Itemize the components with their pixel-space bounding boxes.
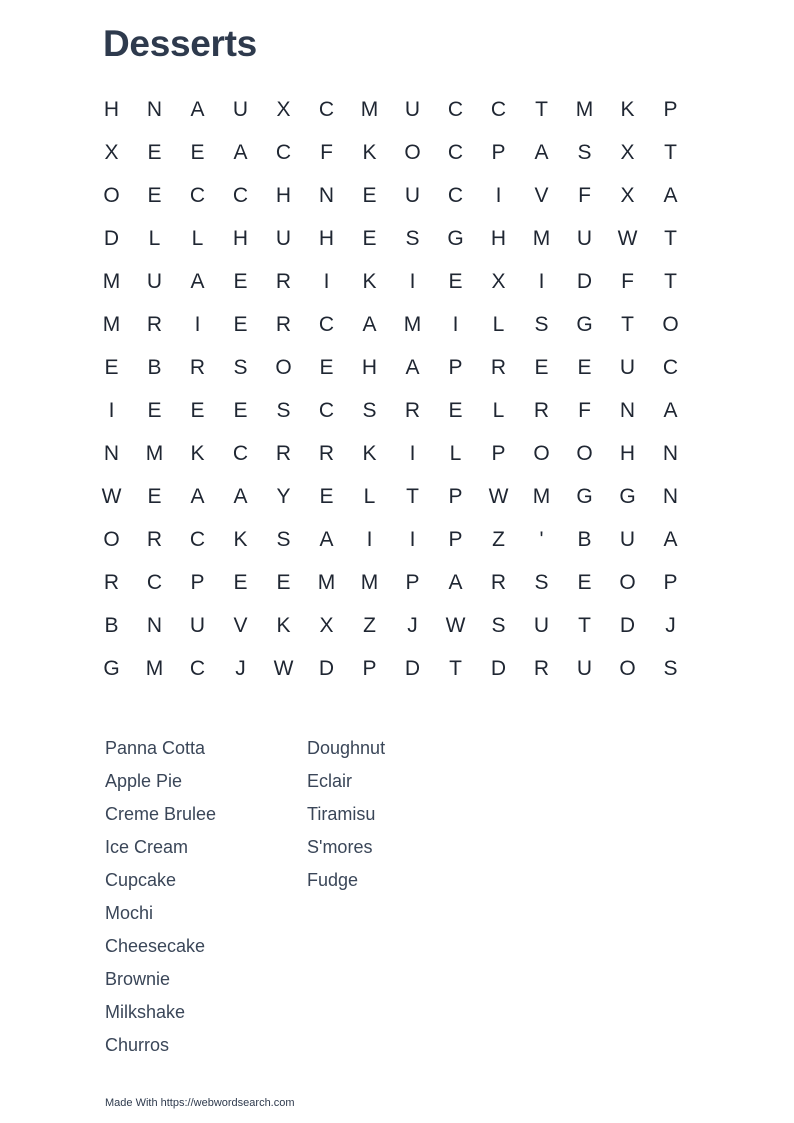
grid-letter: W <box>273 657 294 680</box>
grid-letter: U <box>146 270 163 293</box>
grid-letter: C <box>189 657 206 680</box>
grid-letter: I <box>323 270 330 293</box>
grid-letter: A <box>534 141 549 164</box>
grid-letter: L <box>492 313 505 336</box>
word-list-item: Cheesecake <box>105 936 206 956</box>
grid-letter: M <box>360 571 379 594</box>
grid-letter: N <box>619 399 636 422</box>
grid-letter: D <box>404 657 421 680</box>
grid-letter: E <box>577 571 592 594</box>
grid-letter: T <box>535 98 548 121</box>
grid-letter: D <box>490 657 507 680</box>
grid-letter: R <box>275 270 292 293</box>
grid-letter: S <box>276 399 291 422</box>
grid-letter: K <box>362 141 377 164</box>
grid-letter: N <box>146 98 163 121</box>
grid-letter: V <box>534 184 549 207</box>
grid-letter: A <box>663 184 678 207</box>
grid-letter: F <box>578 399 591 422</box>
grid-letter: U <box>275 227 292 250</box>
grid-letter: O <box>404 141 421 164</box>
grid-letter: A <box>190 270 205 293</box>
grid-letter: H <box>275 184 292 207</box>
grid-letter: X <box>491 270 506 293</box>
grid-letter: M <box>145 442 164 465</box>
grid-letter: M <box>403 313 422 336</box>
grid-letter: I <box>194 313 201 336</box>
grid-letter: I <box>409 528 416 551</box>
grid-letter: L <box>191 227 204 250</box>
grid-letter: D <box>103 227 120 250</box>
grid-letter: E <box>577 356 592 379</box>
grid-letter: G <box>576 313 593 336</box>
grid-letter: D <box>318 657 335 680</box>
grid-letter: C <box>490 98 507 121</box>
grid-letter: A <box>663 528 678 551</box>
grid-letter: E <box>233 313 248 336</box>
word-list-item: Apple Pie <box>105 771 183 791</box>
grid-letter: E <box>190 141 205 164</box>
grid-letter: R <box>490 356 507 379</box>
grid-letter: F <box>621 270 634 293</box>
grid-letter: I <box>452 313 459 336</box>
word-list-item: Milkshake <box>105 1002 186 1022</box>
grid-letter: C <box>232 184 249 207</box>
grid-letter: K <box>233 528 248 551</box>
grid-letter: X <box>620 184 635 207</box>
grid-letter: P <box>491 442 506 465</box>
grid-letter: F <box>578 184 591 207</box>
grid-letter: C <box>189 184 206 207</box>
grid-letter: E <box>362 227 377 250</box>
grid-letter: U <box>576 657 593 680</box>
grid-letter: Y <box>276 485 291 508</box>
grid-letter: X <box>319 614 334 637</box>
grid-letter: R <box>146 313 163 336</box>
grid-letter: T <box>664 227 677 250</box>
grid-letter: M <box>102 313 121 336</box>
grid-letter: D <box>576 270 593 293</box>
grid-letter: O <box>533 442 550 465</box>
grid-letter: I <box>495 184 502 207</box>
grid-letter: L <box>492 399 505 422</box>
grid-letter: Z <box>492 528 505 551</box>
word-list-item: Ice Cream <box>105 837 189 857</box>
grid-letter: P <box>448 356 463 379</box>
grid-letter: S <box>534 571 549 594</box>
grid-letter: T <box>664 270 677 293</box>
grid-letter: I <box>538 270 545 293</box>
grid-letter: W <box>617 227 638 250</box>
grid-letter: X <box>620 141 635 164</box>
grid-letter: G <box>619 485 636 508</box>
grid-letter: B <box>147 356 162 379</box>
grid-letter: A <box>233 141 248 164</box>
grid-letter: C <box>275 141 292 164</box>
grid-letter: I <box>409 270 416 293</box>
grid-letter: A <box>405 356 420 379</box>
grid-letter: C <box>662 356 679 379</box>
grid-letter: E <box>233 571 248 594</box>
grid-letter: E <box>319 356 334 379</box>
grid-letter: R <box>103 571 120 594</box>
grid-letter: N <box>662 485 679 508</box>
grid-letter: J <box>665 614 676 637</box>
grid-letter: O <box>103 528 120 551</box>
grid-letter: G <box>103 657 120 680</box>
grid-letter: H <box>318 227 335 250</box>
word-list-item: Brownie <box>105 969 171 989</box>
grid-letter: R <box>275 442 292 465</box>
word-list-item: Doughnut <box>307 738 386 758</box>
grid-letter: O <box>662 313 679 336</box>
grid-letter: M <box>575 98 594 121</box>
grid-letter: C <box>146 571 163 594</box>
grid-letter: E <box>147 485 162 508</box>
grid-letter: R <box>490 571 507 594</box>
page-title: Desserts <box>103 23 257 64</box>
grid-letter: E <box>276 571 291 594</box>
grid-letter: M <box>145 657 164 680</box>
grid-letter: E <box>147 399 162 422</box>
grid-letter: B <box>577 528 592 551</box>
grid-letter: A <box>190 485 205 508</box>
grid-letter: A <box>233 485 248 508</box>
grid-letter: C <box>318 313 335 336</box>
grid-letter: T <box>621 313 634 336</box>
grid-letter: O <box>576 442 593 465</box>
grid-letter: E <box>233 399 248 422</box>
grid-letter: S <box>405 227 420 250</box>
grid-letter: M <box>532 227 551 250</box>
grid-letter: P <box>190 571 205 594</box>
grid-letter: R <box>533 399 550 422</box>
grid-letter: S <box>577 141 592 164</box>
grid-letter: A <box>663 399 678 422</box>
grid-letter: E <box>190 399 205 422</box>
word-list-item: Tiramisu <box>307 804 376 824</box>
grid-letter: E <box>104 356 119 379</box>
grid-letter: L <box>148 227 161 250</box>
word-list-item: Panna Cotta <box>105 738 206 758</box>
grid-letter: N <box>318 184 335 207</box>
grid-letter: O <box>619 657 636 680</box>
grid-letter: M <box>360 98 379 121</box>
grid-letter: H <box>619 442 636 465</box>
grid-letter: A <box>190 98 205 121</box>
grid-letter: J <box>407 614 418 637</box>
grid-letter: O <box>619 571 636 594</box>
grid-letter: S <box>534 313 549 336</box>
grid-letter: H <box>361 356 378 379</box>
grid-letter: S <box>233 356 248 379</box>
grid-letter: E <box>147 184 162 207</box>
grid-letter: C <box>318 399 335 422</box>
grid-letter: A <box>448 571 463 594</box>
grid-letter: C <box>447 184 464 207</box>
grid-letter: C <box>318 98 335 121</box>
grid-letter: P <box>663 98 678 121</box>
grid-letter: E <box>448 399 463 422</box>
grid-letter: H <box>232 227 249 250</box>
grid-letter: T <box>406 485 419 508</box>
grid-letter: G <box>447 227 464 250</box>
grid-letter: R <box>189 356 206 379</box>
grid-letter: E <box>534 356 549 379</box>
grid-letter: L <box>363 485 376 508</box>
grid-letter: N <box>103 442 120 465</box>
grid-letter: E <box>448 270 463 293</box>
grid-letter: K <box>190 442 205 465</box>
grid-letter: U <box>619 356 636 379</box>
grid-letter: R <box>275 313 292 336</box>
grid-letter: B <box>104 614 119 637</box>
grid-letter: M <box>532 485 551 508</box>
grid-letter: S <box>276 528 291 551</box>
grid-letter: T <box>449 657 462 680</box>
grid-letter: X <box>276 98 291 121</box>
grid-letter: I <box>366 528 373 551</box>
grid-letter: H <box>103 98 120 121</box>
grid-letter: C <box>189 528 206 551</box>
grid-letter: U <box>232 98 249 121</box>
grid-letter: D <box>619 614 636 637</box>
grid-letter: P <box>448 485 463 508</box>
grid-letter: C <box>232 442 249 465</box>
grid-letter: N <box>146 614 163 637</box>
grid-letter: K <box>620 98 635 121</box>
grid-letter: O <box>103 184 120 207</box>
grid-letter: Z <box>363 614 376 637</box>
grid-letter: O <box>275 356 292 379</box>
grid-letter: L <box>449 442 462 465</box>
grid-letter: P <box>491 141 506 164</box>
grid-letter: R <box>533 657 550 680</box>
word-list-item: S'mores <box>307 837 373 857</box>
word-list-item: Cupcake <box>105 870 177 890</box>
grid-letter: I <box>409 442 416 465</box>
grid-letter: H <box>490 227 507 250</box>
letter-grid <box>90 88 692 690</box>
grid-letter: X <box>104 141 119 164</box>
grid-letter: E <box>319 485 334 508</box>
grid-letter: F <box>320 141 333 164</box>
word-list-item: Eclair <box>307 771 353 791</box>
word-list <box>105 736 505 1066</box>
grid-letter: W <box>101 485 122 508</box>
grid-letter: M <box>102 270 121 293</box>
grid-letter: W <box>445 614 466 637</box>
grid-letter: U <box>576 227 593 250</box>
grid-letter: E <box>147 141 162 164</box>
grid-letter: S <box>491 614 506 637</box>
grid-letter: U <box>189 614 206 637</box>
grid-letter: N <box>662 442 679 465</box>
grid-letter: S <box>362 399 377 422</box>
grid-letter: I <box>108 399 115 422</box>
grid-letter: E <box>362 184 377 207</box>
grid-letter: M <box>317 571 336 594</box>
word-list-item: Creme Brulee <box>105 804 217 824</box>
grid-letter: U <box>619 528 636 551</box>
grid-letter: C <box>447 141 464 164</box>
word-list-item: Fudge <box>307 870 359 890</box>
grid-letter: S <box>663 657 678 680</box>
grid-letter: V <box>233 614 248 637</box>
grid-letter: R <box>318 442 335 465</box>
word-list-item: Churros <box>105 1035 170 1055</box>
grid-letter: U <box>404 98 421 121</box>
footer-credit: Made With https://webwordsearch.com <box>105 1097 295 1109</box>
grid-letter: C <box>447 98 464 121</box>
grid-letter: T <box>578 614 591 637</box>
grid-letter: U <box>404 184 421 207</box>
grid-letter: P <box>448 528 463 551</box>
grid-letter: P <box>663 571 678 594</box>
grid-letter: G <box>576 485 593 508</box>
grid-letter: A <box>319 528 334 551</box>
word-list-item: Mochi <box>105 903 154 923</box>
grid-letter: P <box>362 657 377 680</box>
grid-letter: P <box>405 571 420 594</box>
grid-letter: A <box>362 313 377 336</box>
grid-letter: K <box>362 270 377 293</box>
grid-letter: J <box>235 657 246 680</box>
grid-letter: K <box>362 442 377 465</box>
grid-letter: ' <box>539 528 544 551</box>
grid-letter: K <box>276 614 291 637</box>
grid-letter: E <box>233 270 248 293</box>
grid-letter: R <box>404 399 421 422</box>
grid-letter: T <box>664 141 677 164</box>
grid-letter: W <box>488 485 509 508</box>
grid-letter: R <box>146 528 163 551</box>
grid-letter: U <box>533 614 550 637</box>
